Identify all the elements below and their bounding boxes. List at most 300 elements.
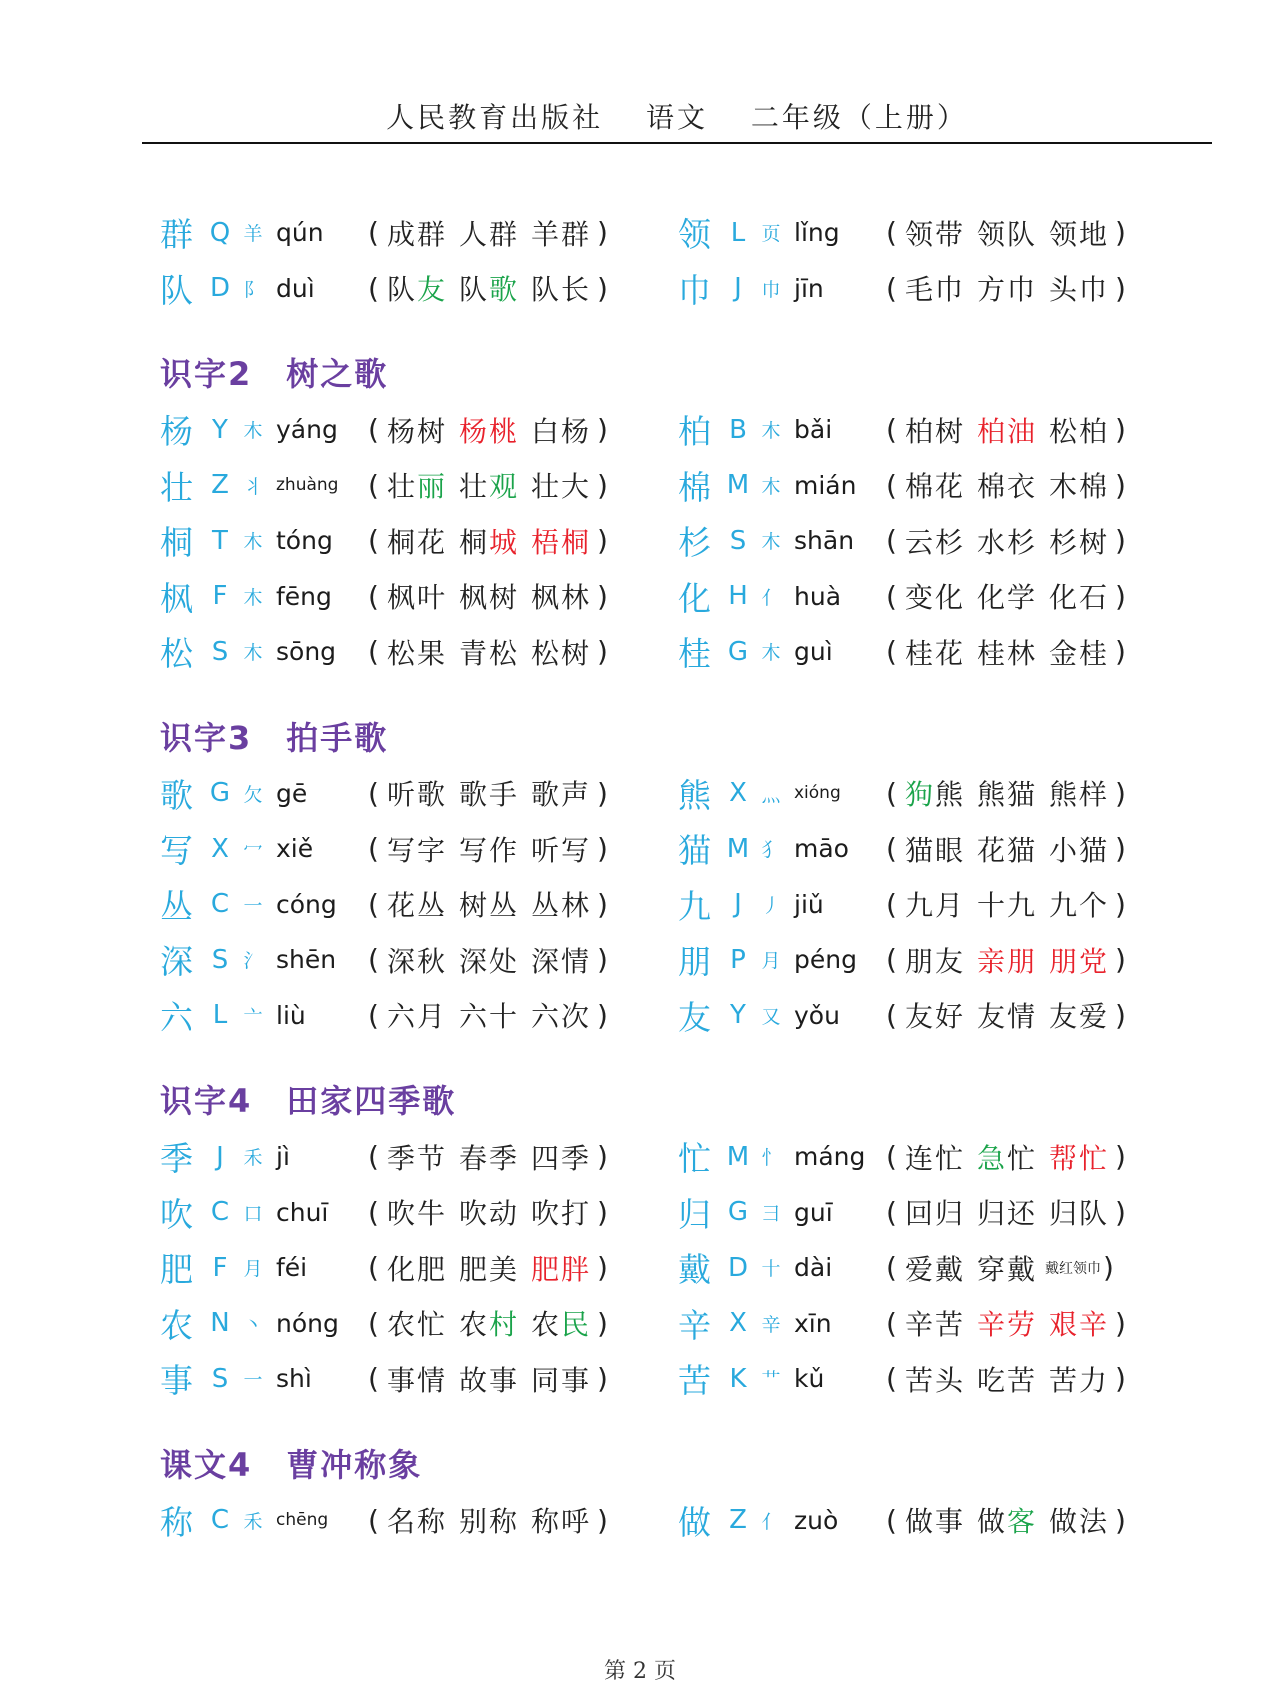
radical: 亠 (243, 1005, 263, 1028)
word (531, 1303, 591, 1343)
character: 歌 (160, 775, 193, 815)
paren-open: ( (886, 1251, 899, 1285)
vocab-entry (160, 992, 678, 1039)
word-part: 辛苦 (904, 1308, 965, 1342)
word-part: 梧桐 (530, 525, 591, 559)
paren-close: ) (596, 776, 610, 810)
word-part: 领地 (1048, 217, 1109, 251)
word (977, 1248, 1037, 1288)
paren-open: ( (886, 887, 899, 921)
initial-letter: D (727, 1252, 749, 1283)
character: 归 (678, 1194, 711, 1234)
word-part: 观 (488, 470, 519, 504)
vocab-entry (160, 1244, 678, 1291)
word-list (886, 268, 1128, 308)
word-part: 村 (488, 1308, 519, 1342)
vocab-entry (160, 1497, 678, 1544)
page-header: 人民教育出版社 语文 二年级（上册） (386, 101, 968, 134)
radical: 欠 (243, 783, 263, 806)
radical: 丬 (243, 475, 263, 498)
vocab-entry (678, 1355, 1170, 1402)
initial-letter: C (210, 889, 230, 920)
word (1049, 465, 1109, 505)
word (977, 1359, 1037, 1399)
word (977, 632, 1037, 672)
word (1049, 213, 1109, 253)
word (387, 1500, 447, 1540)
word (459, 410, 519, 450)
word-part: 做事 (904, 1505, 965, 1539)
character: 桂 (678, 634, 711, 674)
word-list (368, 1248, 610, 1288)
vocab-entry (678, 462, 1170, 509)
radical: 月 (243, 1258, 263, 1281)
vocab-entry (678, 992, 1170, 1039)
section-spacer (160, 680, 1170, 706)
radical: 木 (761, 420, 781, 443)
word (1049, 268, 1109, 308)
character: 棉 (678, 467, 711, 507)
pinyin: féi (276, 1253, 308, 1283)
pinyin: nóng (276, 1308, 339, 1338)
word-part: 金桂 (1048, 636, 1109, 670)
pinyin: shì (276, 1364, 312, 1394)
word-part: 杨树 (386, 414, 447, 448)
character: 辛 (678, 1305, 711, 1345)
word-list (368, 268, 610, 308)
vocab-entry (160, 1133, 678, 1180)
word (459, 1359, 519, 1399)
vocab-entry (160, 265, 678, 312)
paren-open: ( (368, 524, 381, 558)
word-list (368, 1500, 610, 1540)
paren-close: ) (1115, 1503, 1128, 1537)
character: 事 (160, 1361, 193, 1401)
character: 友 (678, 997, 711, 1037)
paren-close: ) (1114, 579, 1128, 613)
word-part: 歌手 (458, 778, 519, 812)
radical: 彐 (761, 1202, 781, 1225)
word (1049, 576, 1109, 616)
word-part: 松果 (386, 636, 447, 670)
initial-letter: Q (209, 217, 231, 248)
word (977, 268, 1037, 308)
word-part: 枫林 (530, 581, 591, 615)
character: 苦 (678, 1361, 711, 1401)
word (905, 1248, 965, 1288)
word-part: 化学 (976, 581, 1037, 615)
word (977, 1137, 1037, 1177)
pinyin: cóng (276, 889, 337, 919)
vocab-entry (160, 209, 678, 256)
word (905, 268, 965, 308)
word (531, 465, 591, 505)
paren-open: ( (886, 413, 899, 447)
paren-close: ) (596, 1503, 610, 1537)
word-part: 白杨 (530, 414, 591, 448)
word (459, 995, 519, 1035)
word (387, 1137, 447, 1177)
vocab-entry (678, 1189, 1170, 1236)
word (531, 829, 591, 869)
paren-close: ) (597, 468, 610, 502)
character: 枫 (160, 578, 193, 618)
word-list (886, 632, 1128, 672)
word (459, 829, 519, 869)
pinyin: chuī (276, 1197, 329, 1227)
vocab-row (160, 569, 1170, 625)
word-list (886, 884, 1128, 924)
vocab-entry (678, 1300, 1170, 1347)
word (459, 1248, 519, 1288)
vocab-entry (678, 936, 1170, 983)
word (387, 268, 447, 308)
word (459, 632, 519, 672)
word-part: 爱戴 (904, 1252, 965, 1286)
word-part: 急 (976, 1141, 1007, 1175)
word-part: 客 (1006, 1505, 1037, 1539)
word-part: 忙 (1006, 1141, 1037, 1175)
character: 农 (160, 1305, 193, 1345)
word-part: 肥胖 (530, 1252, 591, 1286)
word-part: 松树 (530, 636, 591, 670)
paren-close: ) (1114, 1306, 1128, 1340)
word-part: 吹动 (458, 1197, 519, 1231)
character: 熊 (678, 775, 711, 815)
pinyin: shēn (276, 945, 337, 975)
character: 壮 (160, 467, 193, 507)
initial-letter: Z (729, 1505, 747, 1536)
word (459, 1192, 519, 1232)
word (459, 884, 519, 924)
vocab-row (160, 624, 1170, 680)
word (1049, 1192, 1109, 1232)
word-part: 民 (561, 1308, 592, 1342)
word-part: 友好 (904, 1000, 965, 1034)
pinyin: xiě (276, 834, 314, 864)
word-part: 化石 (1048, 581, 1109, 615)
section-heading (160, 1433, 1170, 1493)
radical: 禾 (243, 1510, 263, 1533)
word-part: 归还 (976, 1197, 1037, 1231)
paren-open: ( (368, 413, 381, 447)
character: 深 (160, 942, 193, 982)
word-list (886, 1192, 1128, 1232)
word-part: 水杉 (976, 525, 1037, 559)
word-part: 辛劳 (976, 1308, 1037, 1342)
word (1049, 632, 1109, 672)
vocab-entry (678, 517, 1170, 564)
word-list (368, 940, 610, 980)
word (387, 1303, 447, 1343)
paren-open: ( (886, 524, 899, 558)
word-part: 农 (530, 1308, 561, 1342)
character: 六 (160, 997, 193, 1037)
paren-open: ( (368, 468, 381, 502)
radical: 一 (243, 894, 263, 917)
word-part: 农忙 (386, 1308, 447, 1342)
initial-letter: G (727, 1197, 749, 1228)
radical: 木 (243, 586, 263, 609)
paren-open: ( (368, 1140, 381, 1174)
character: 领 (678, 215, 711, 255)
word (1049, 884, 1109, 924)
vocab-entry (160, 1355, 678, 1402)
word (459, 1303, 519, 1343)
character: 写 (160, 831, 193, 871)
word-part: 壮 (458, 470, 489, 504)
word (459, 1500, 519, 1540)
pinyin: máng (794, 1142, 866, 1172)
word-part: 朋党 (1048, 944, 1109, 978)
word (1045, 1258, 1101, 1278)
word-part: 青松 (458, 636, 519, 670)
paren-close: ) (596, 1195, 610, 1229)
section-title: 田家四季歌 (286, 1082, 457, 1120)
initial-letter: X (211, 833, 229, 864)
word (459, 1137, 519, 1177)
pinyin: qún (276, 218, 324, 248)
word (459, 940, 519, 980)
word-part: 杉树 (1048, 525, 1109, 559)
word (387, 576, 447, 616)
word-part: 深秋 (386, 944, 447, 978)
word-part: 枫树 (458, 581, 519, 615)
pinyin: tóng (276, 526, 333, 556)
word-part: 故事 (458, 1363, 519, 1397)
word (387, 1192, 447, 1232)
initial-letter: Z (211, 470, 229, 501)
word (905, 576, 965, 616)
initial-letter: X (729, 1308, 747, 1339)
word (905, 465, 965, 505)
word (531, 995, 591, 1035)
word (1049, 995, 1109, 1035)
word-part: 事情 (386, 1363, 447, 1397)
paren-open: ( (886, 1362, 899, 1396)
vocab-entry (160, 770, 678, 817)
pinyin: bǎi (794, 415, 833, 445)
character: 桐 (160, 523, 193, 563)
character: 戴 (678, 1250, 711, 1290)
character: 猫 (678, 831, 711, 871)
word-list (886, 521, 1128, 561)
vocab-row (160, 402, 1170, 458)
word-part: 成群 (386, 217, 447, 251)
section-number: 识字3 (160, 718, 253, 757)
paren-close: ) (1114, 943, 1128, 977)
pinyin: māo (794, 834, 849, 864)
initial-letter: B (729, 414, 747, 445)
vocab-entry (678, 265, 1170, 312)
word-list (368, 995, 610, 1035)
character: 做 (678, 1502, 711, 1542)
initial-letter: D (209, 273, 231, 304)
radical: 灬 (761, 783, 781, 806)
word-part: 方巾 (976, 273, 1037, 307)
word (905, 829, 965, 869)
paren-open: ( (886, 1140, 899, 1174)
word (1049, 940, 1109, 980)
initial-letter: M (726, 1141, 750, 1172)
pinyin: chēng (276, 1510, 329, 1531)
word-part: 十九 (976, 889, 1037, 923)
pinyin: fēng (276, 581, 332, 611)
word (387, 632, 447, 672)
vocab-row (160, 766, 1170, 822)
initial-letter: F (212, 581, 228, 612)
vocab-entry (160, 517, 678, 564)
character: 朋 (678, 942, 711, 982)
paren-close: ) (1114, 413, 1128, 447)
word-list (368, 576, 610, 616)
vocab-row (160, 821, 1170, 877)
word-part: 六月 (386, 1000, 447, 1034)
paren-close: ) (597, 524, 610, 558)
pinyin: guì (794, 637, 833, 667)
word-part: 同事 (530, 1363, 591, 1397)
word-part: 桂花 (904, 636, 965, 670)
word (977, 465, 1037, 505)
paren-close: ) (1115, 776, 1128, 810)
word-part: 戴红领巾 (1044, 1260, 1101, 1277)
paren-open: ( (886, 1503, 899, 1537)
initial-letter: M (726, 833, 750, 864)
word-list (368, 521, 610, 561)
word-part: 猫眼 (904, 833, 965, 867)
word (531, 1500, 591, 1540)
word (1049, 521, 1109, 561)
word (905, 521, 965, 561)
word (977, 940, 1037, 980)
vocab-row (160, 988, 1170, 1044)
word (977, 884, 1037, 924)
word-list (368, 1359, 610, 1399)
word-part: 归队 (1048, 1197, 1109, 1231)
paren-close: ) (1114, 1195, 1128, 1229)
pinyin: mián (794, 470, 857, 500)
paren-open: ( (368, 271, 381, 305)
character: 松 (160, 634, 193, 674)
word-list (886, 829, 1128, 869)
word-part: 肥美 (458, 1252, 519, 1286)
word-part: 吹牛 (386, 1197, 447, 1231)
word (905, 410, 965, 450)
word (905, 1359, 965, 1399)
word (387, 884, 447, 924)
word-part: 亲朋 (976, 944, 1037, 978)
section-number: 课文4 (160, 1445, 253, 1484)
radical: 辛 (761, 1313, 781, 1336)
initial-letter: C (210, 1197, 230, 1228)
word-part: 丽 (416, 470, 447, 504)
paren-close: ) (597, 271, 610, 305)
word-list (886, 1359, 1128, 1399)
vocab-entry (678, 1497, 1170, 1544)
vocab-entry (160, 628, 678, 675)
initial-letter: J (734, 889, 742, 920)
paren-open: ( (886, 216, 899, 250)
word (387, 410, 447, 450)
pinyin: shān (794, 526, 855, 556)
word-part: 壮大 (531, 470, 592, 504)
character: 巾 (678, 270, 711, 310)
word (531, 773, 591, 813)
pinyin: zuò (794, 1505, 839, 1535)
initial-letter: K (729, 1363, 747, 1394)
character: 称 (160, 1502, 193, 1542)
word-part: 桐花 (386, 525, 447, 559)
vocab-row (160, 1240, 1170, 1296)
vocab-row (160, 1185, 1170, 1241)
initial-letter: F (212, 1252, 228, 1283)
word-part: 写作 (458, 833, 519, 867)
pinyin: jiǔ (794, 889, 824, 919)
vocab-entry (678, 406, 1170, 453)
word (531, 213, 591, 253)
character: 柏 (678, 412, 711, 452)
word-part: 歌声 (530, 778, 591, 812)
word-part: 领带 (904, 217, 965, 251)
pinyin: jì (276, 1142, 290, 1172)
character: 丛 (160, 886, 193, 926)
paren-close: ) (1114, 524, 1128, 558)
paren-close: ) (596, 998, 610, 1032)
pinyin: huà (794, 581, 842, 611)
initial-letter: N (210, 1308, 230, 1339)
word-list (368, 213, 610, 253)
word (387, 995, 447, 1035)
word-list (368, 829, 610, 869)
vocab-entry (160, 573, 678, 620)
paren-open: ( (368, 579, 381, 613)
vocab-row (160, 205, 1170, 261)
vocab-entry (678, 1133, 1170, 1180)
word-part: 柏树 (904, 414, 965, 448)
radical: 艹 (761, 1369, 781, 1392)
section-spacer (160, 316, 1170, 342)
vocab-entry (678, 573, 1170, 620)
initial-letter: J (216, 1141, 224, 1172)
paren-open: ( (368, 635, 381, 669)
word (905, 773, 965, 813)
initial-letter: C (210, 1505, 230, 1536)
word (387, 1248, 447, 1288)
paren-open: ( (886, 635, 899, 669)
radical: 木 (243, 642, 263, 665)
word (905, 995, 965, 1035)
word-part: 熊 (934, 778, 965, 812)
pinyin: péng (794, 945, 857, 975)
word-list (368, 1137, 610, 1177)
word-part: 花猫 (976, 833, 1037, 867)
paren-close: ) (596, 579, 610, 613)
paren-open: ( (886, 579, 899, 613)
word (531, 521, 591, 561)
radical: 木 (761, 475, 781, 498)
character: 杉 (678, 523, 711, 563)
word (977, 521, 1037, 561)
word-part: 毛巾 (904, 273, 965, 307)
word-part: 队 (386, 273, 417, 307)
word-part: 帮忙 (1048, 1141, 1109, 1175)
paren-close: ) (1114, 635, 1128, 669)
word-part: 听歌 (386, 778, 447, 812)
paren-close: ) (1114, 1362, 1128, 1396)
section-spacer (160, 1407, 1170, 1433)
vocab-entry (678, 628, 1170, 675)
initial-letter: Y (730, 1000, 746, 1031)
